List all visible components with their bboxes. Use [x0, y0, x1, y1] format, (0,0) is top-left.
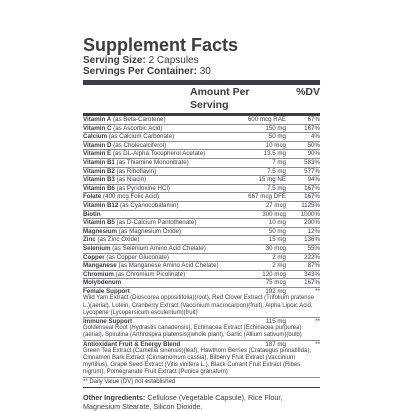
nutrient-name: Chromium	[83, 270, 114, 278]
nutrient-row	[83, 228, 320, 237]
nutrient-row	[83, 185, 320, 194]
nutrient-table	[83, 116, 320, 288]
nutrient-amount: 120 mcg	[262, 270, 286, 278]
nutrient-detail: (as Pyridoxine HCl)	[116, 184, 170, 192]
nutrient-detail: (as Zinc Oxide)	[97, 236, 140, 244]
blend-section	[83, 341, 320, 378]
nutrient-amount: 600 mcg RAE	[247, 116, 286, 123]
nutrient-name-cell	[83, 150, 238, 158]
blend-header	[83, 318, 320, 326]
other-ingredients-text: Cellulose (Vegetable Capsule), Rice Flour, Magnesium Stearate, Silicon Dioxide.	[83, 392, 283, 411]
blend-header	[83, 288, 320, 296]
nutrient-name-cell	[83, 159, 238, 167]
nutrient-amount: 50 mg	[268, 133, 286, 141]
nutrient-dv: 94%	[307, 176, 320, 184]
blend-dv: **	[315, 340, 320, 348]
nutrient-dv: 1000%	[300, 210, 320, 218]
nutrient-amount: 7.5 mg	[267, 167, 286, 175]
nutrient-dv: 50%	[307, 141, 320, 149]
nutrient-name-cell	[83, 125, 238, 133]
nutrient-name: Magnesium	[83, 227, 118, 235]
nutrient-name: Vitamin A	[83, 116, 112, 123]
nutrient-row	[83, 176, 320, 185]
nutrient-dv: 167%	[304, 184, 320, 192]
servings-per-container-label: Servings Per Container:	[83, 66, 197, 77]
nutrient-amount: 150 mg	[265, 124, 286, 132]
nutrient-row	[83, 133, 320, 142]
nutrient-name: Selenium	[83, 244, 111, 252]
nutrient-name-cell	[83, 262, 238, 270]
nutrient-dv: 87%	[307, 262, 320, 270]
nutrient-amount: 27 mcg	[265, 201, 286, 209]
nutrient-name-cell	[83, 185, 238, 193]
nutrient-name-cell	[83, 202, 238, 210]
nutrient-name-cell	[83, 271, 238, 279]
nutrient-dv: 67%	[307, 116, 320, 123]
serving-size-label: Serving Size:	[83, 55, 146, 66]
nutrient-detail: (as Copper Gluconate)	[106, 253, 169, 261]
nutrient-name: Biotin	[83, 210, 101, 218]
blend-table	[83, 288, 320, 378]
nutrient-name-cell	[83, 254, 238, 262]
nutrient-row	[83, 219, 320, 228]
nutrient-row	[83, 159, 320, 168]
nutrient-amount: 10 mg	[268, 219, 286, 227]
nutrient-name: Vitamin B1	[83, 158, 115, 166]
nutrient-amount: 300 mcg	[262, 210, 286, 218]
nutrient-dv: 167%	[304, 124, 320, 132]
other-ingredients	[83, 393, 320, 411]
nutrient-row	[83, 193, 320, 202]
nutrient-name-cell	[83, 193, 238, 201]
blend-dv: **	[315, 287, 320, 295]
nutrient-name-cell	[83, 168, 238, 176]
nutrient-detail: (as Magnesium Oxide)	[118, 227, 182, 235]
column-header	[83, 85, 320, 113]
nutrient-detail: (as D-Calcium Pantothenate)	[116, 219, 197, 227]
nutrient-dv: 55%	[307, 244, 320, 252]
servings-per-container-value: 30	[199, 66, 211, 77]
nutrient-amount: 667 mcg DFE	[248, 193, 286, 201]
nutrient-row	[83, 211, 320, 220]
nutrient-row	[83, 125, 320, 134]
nutrient-name-cell	[83, 142, 238, 150]
nutrient-detail: (400 mcg Folic Acid)	[102, 193, 160, 201]
nutrient-detail: (as Thiamine Mononitrate)	[116, 158, 189, 166]
nutrient-name-cell	[83, 133, 238, 141]
blend-ingredients: Wild Yam Extract (Dioscorea oppositifolia)(root), Red Clover Extract (Trifolium pratense L.)(aerial), Lutein, Cranberry Extract (Vaccinium macrocarpon)(fruit), Alpha Lipoic Acid, Lycopene (Lycopersicum esculentum)(fruit)	[83, 295, 314, 316]
nutrient-row	[83, 150, 320, 159]
blend-section	[83, 288, 320, 318]
nutrient-amount: 2 mg	[272, 262, 286, 270]
nutrient-amount: 50 mg	[268, 227, 286, 235]
nutrient-amount: 30 mcg	[265, 244, 286, 252]
nutrient-detail: (as Ascorbic Acid)	[113, 124, 163, 132]
nutrient-name: Folate	[83, 193, 102, 201]
nutrient-row	[83, 254, 320, 263]
nutrient-detail: (as Beta-Carotene)	[112, 116, 166, 123]
nutrient-dv: 136%	[304, 236, 320, 244]
nutrient-row	[83, 279, 320, 288]
nutrient-name-cell	[83, 176, 238, 184]
nutrient-detail: (as Chromium Picolinate)	[115, 270, 186, 278]
blend-amount: 192 mg	[265, 287, 286, 295]
nutrient-dv: 200%	[304, 219, 320, 227]
nutrient-dv: 222%	[304, 253, 320, 261]
nutrient-name: Vitamin B3	[83, 176, 115, 184]
blend-amount: 115 mg	[265, 317, 286, 325]
nutrient-amount: 13.5 mg	[263, 150, 286, 158]
panel-title: Supplement Facts	[83, 35, 239, 55]
nutrient-dv: 1125%	[301, 201, 320, 209]
nutrient-amount: 7 mg	[272, 158, 286, 166]
nutrient-row	[83, 142, 320, 151]
servings-per-container	[83, 66, 320, 77]
nutrient-name: Vitamin B12	[83, 201, 119, 209]
nutrient-detail: (as Calcium Carbonate)	[108, 133, 175, 141]
serving-size-value: 2 Capsules	[148, 55, 199, 66]
nutrient-detail: (as Cyanocobalamin)	[120, 201, 179, 209]
nutrient-name: Vitamin C	[83, 124, 112, 132]
nutrient-detail: (as Selenium Amino Acid Chelate)	[112, 244, 206, 252]
nutrient-name: Vitamin D	[83, 141, 112, 149]
nutrient-detail: (as Manganese Amino Acid Chelate)	[118, 262, 219, 270]
nutrient-amount: 7.5 mg	[267, 184, 286, 192]
nutrient-name: Vitamin E	[83, 150, 112, 158]
nutrient-name: Molybdenum	[83, 279, 122, 287]
nutrient-amount: 15 mg	[268, 236, 286, 244]
supplement-facts-panel	[83, 35, 320, 411]
other-ingredients-label: Other Ingredients:	[83, 392, 146, 402]
blend-dv: **	[315, 317, 320, 325]
nutrient-name-cell	[83, 228, 238, 236]
nutrient-dv: 577%	[304, 167, 320, 175]
blend-section	[83, 318, 320, 341]
serving-size	[83, 55, 320, 66]
nutrient-row	[83, 202, 320, 211]
blend-header	[83, 341, 320, 349]
nutrient-name-cell	[83, 219, 238, 227]
divider-thin	[83, 387, 320, 388]
nutrient-dv: 90%	[307, 150, 320, 158]
nutrient-name: Zinc	[83, 236, 96, 244]
nutrient-name: Vitamin B5	[83, 219, 115, 227]
nutrient-amount: 10 mcg	[265, 141, 286, 149]
nutrient-name-cell	[83, 211, 238, 219]
nutrient-amount: 2 mg	[272, 253, 286, 261]
nutrient-name-cell	[83, 116, 238, 124]
footnote: ** Daily Value (DV) not established	[83, 378, 176, 385]
nutrient-name-cell	[83, 279, 238, 287]
nutrient-amount: 15 mg NE	[258, 176, 286, 184]
nutrient-row	[83, 245, 320, 254]
nutrient-name: Copper	[83, 253, 105, 261]
dv-header: %DV	[296, 86, 320, 98]
nutrient-dv: 167%	[304, 279, 320, 287]
nutrient-row	[83, 262, 320, 271]
nutrient-dv: 12%	[307, 227, 320, 235]
nutrient-detail: (as DL-Alpha Tocopherol Acetate)	[112, 150, 206, 158]
nutrient-dv: 167%	[304, 193, 320, 201]
nutrient-amount: 75 mcg	[265, 279, 286, 287]
blend-amount: 187 mg	[265, 340, 286, 348]
nutrient-name-cell	[83, 245, 238, 253]
blend-name: Female Support	[83, 287, 130, 295]
nutrient-name: Manganese	[83, 262, 117, 270]
nutrient-detail: (as Cholecalciferol)	[113, 141, 167, 149]
nutrient-dv: 343%	[304, 270, 320, 278]
nutrient-detail: (as Niacin)	[116, 176, 147, 184]
nutrient-row	[83, 271, 320, 280]
nutrient-row	[83, 236, 320, 245]
nutrient-name: Vitamin B6	[83, 184, 115, 192]
amount-header: Amount Per Serving	[190, 86, 250, 111]
nutrient-name: Calcium	[83, 133, 108, 141]
nutrient-row	[83, 116, 320, 125]
nutrient-name: Vitamin B2	[83, 167, 115, 175]
blend-name: Antioxidant Fruit & Energy Blend	[83, 340, 181, 348]
nutrient-dv: 583%	[304, 158, 320, 166]
nutrient-name-cell	[83, 236, 238, 244]
nutrient-row	[83, 168, 320, 177]
blend-ingredients: Green Tea Extract (Camellia sinensis)(leaf), Hawthorn Berries (Crataegus pinnatifida), Cinnamon Bark Extract (Cinnamomum cassia), Bilberry Fruit Extract (Vaccinium myrtillus), Grape Seed Extract (Vitis vinifera L.), Black Currant Fruit Extract (Ribes nigrum), Pomegranate Fruit Extract (Punica granatum)	[83, 348, 311, 376]
nutrient-dv: 4%	[311, 133, 320, 141]
blend-ingredients: Goldenseal Root (Hydrastis canadensis), Echinacea Extract (Echinacea purpurea)(aerial), Spirulina (Arthrospira platensis)(whole plant), Garlic (Allium sativum)(bulb)	[83, 325, 302, 339]
nutrient-detail: (as Riboflavin)	[116, 167, 157, 175]
blend-name: Immune Support	[83, 317, 133, 325]
